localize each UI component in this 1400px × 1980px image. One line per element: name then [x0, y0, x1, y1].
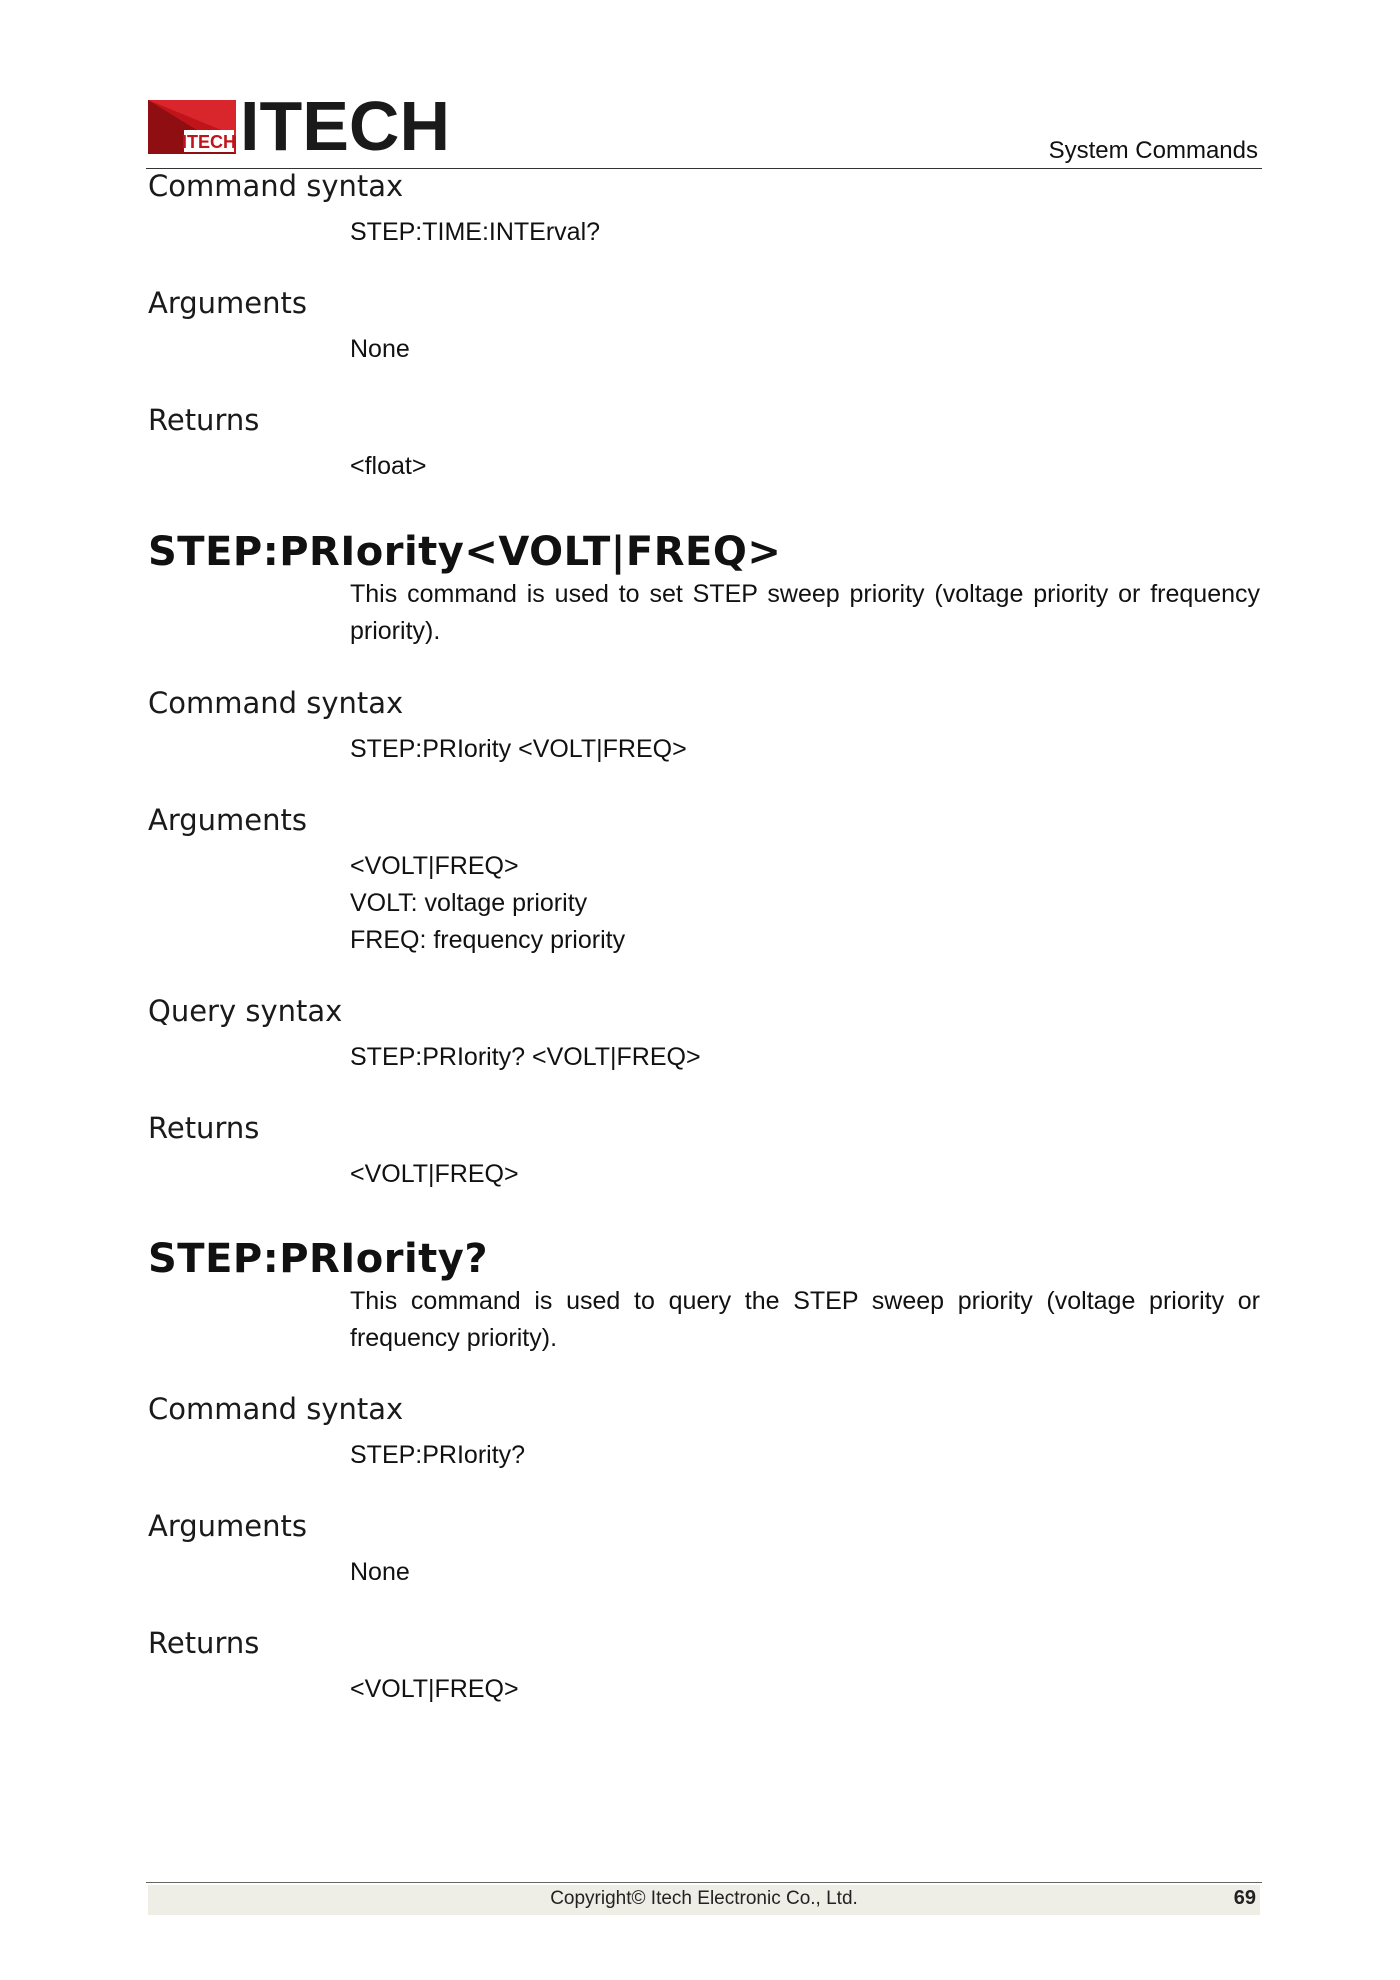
returns-label: Returns — [148, 403, 260, 437]
command-syntax-value: STEP:PRIority? — [350, 1441, 526, 1469]
command-syntax-value: STEP:TIME:INTErval? — [350, 218, 601, 246]
command-syntax-value: STEP:PRIority <VOLT|FREQ> — [350, 735, 687, 763]
arguments-value: <VOLT|FREQ> — [350, 852, 519, 880]
command-description: This command is used to set STEP sweep priority (voltage priority or frequency priority). — [350, 580, 1260, 645]
returns-value: <VOLT|FREQ> — [350, 1675, 519, 1703]
itech-logo-mark-icon — [148, 100, 236, 154]
logo-wordmark: ITECH — [240, 87, 450, 165]
arguments-label: Arguments — [148, 286, 307, 320]
arguments-label: Arguments — [148, 1509, 307, 1543]
query-syntax-value: STEP:PRIority? <VOLT|FREQ> — [350, 1043, 701, 1071]
command-heading: STEP:PRIority<VOLT|FREQ> — [148, 529, 782, 575]
page-number: 69 — [1233, 1887, 1256, 1909]
arguments-value: None — [350, 1558, 410, 1586]
query-syntax-label: Query syntax — [148, 994, 343, 1028]
footer — [148, 1885, 1260, 1915]
footer-copyright: Copyright© Itech Electronic Co., Ltd. — [550, 1888, 858, 1909]
arguments-freq: FREQ: frequency priority — [350, 926, 626, 954]
command-syntax-label: Command syntax — [148, 1392, 404, 1426]
returns-value: <VOLT|FREQ> — [350, 1160, 519, 1188]
returns-label: Returns — [148, 1111, 260, 1145]
logo-mark-text: ITECH — [182, 132, 236, 152]
section-title: System Commands — [1048, 137, 1258, 164]
returns-label: Returns — [148, 1626, 260, 1660]
arguments-volt: VOLT: voltage priority — [350, 889, 588, 917]
footer-divider — [146, 1882, 1262, 1883]
itech-logo — [148, 87, 460, 165]
command-heading: STEP:PRIority? — [148, 1236, 489, 1282]
arguments-label: Arguments — [148, 803, 307, 837]
command-description: This command is used to query the STEP sweep priority (voltage priority or frequency priority). — [350, 1287, 1260, 1352]
command-syntax-label: Command syntax — [148, 686, 404, 720]
arguments-value: None — [350, 335, 410, 363]
returns-value: <float> — [350, 452, 427, 480]
command-syntax-label: Command syntax — [148, 169, 404, 203]
